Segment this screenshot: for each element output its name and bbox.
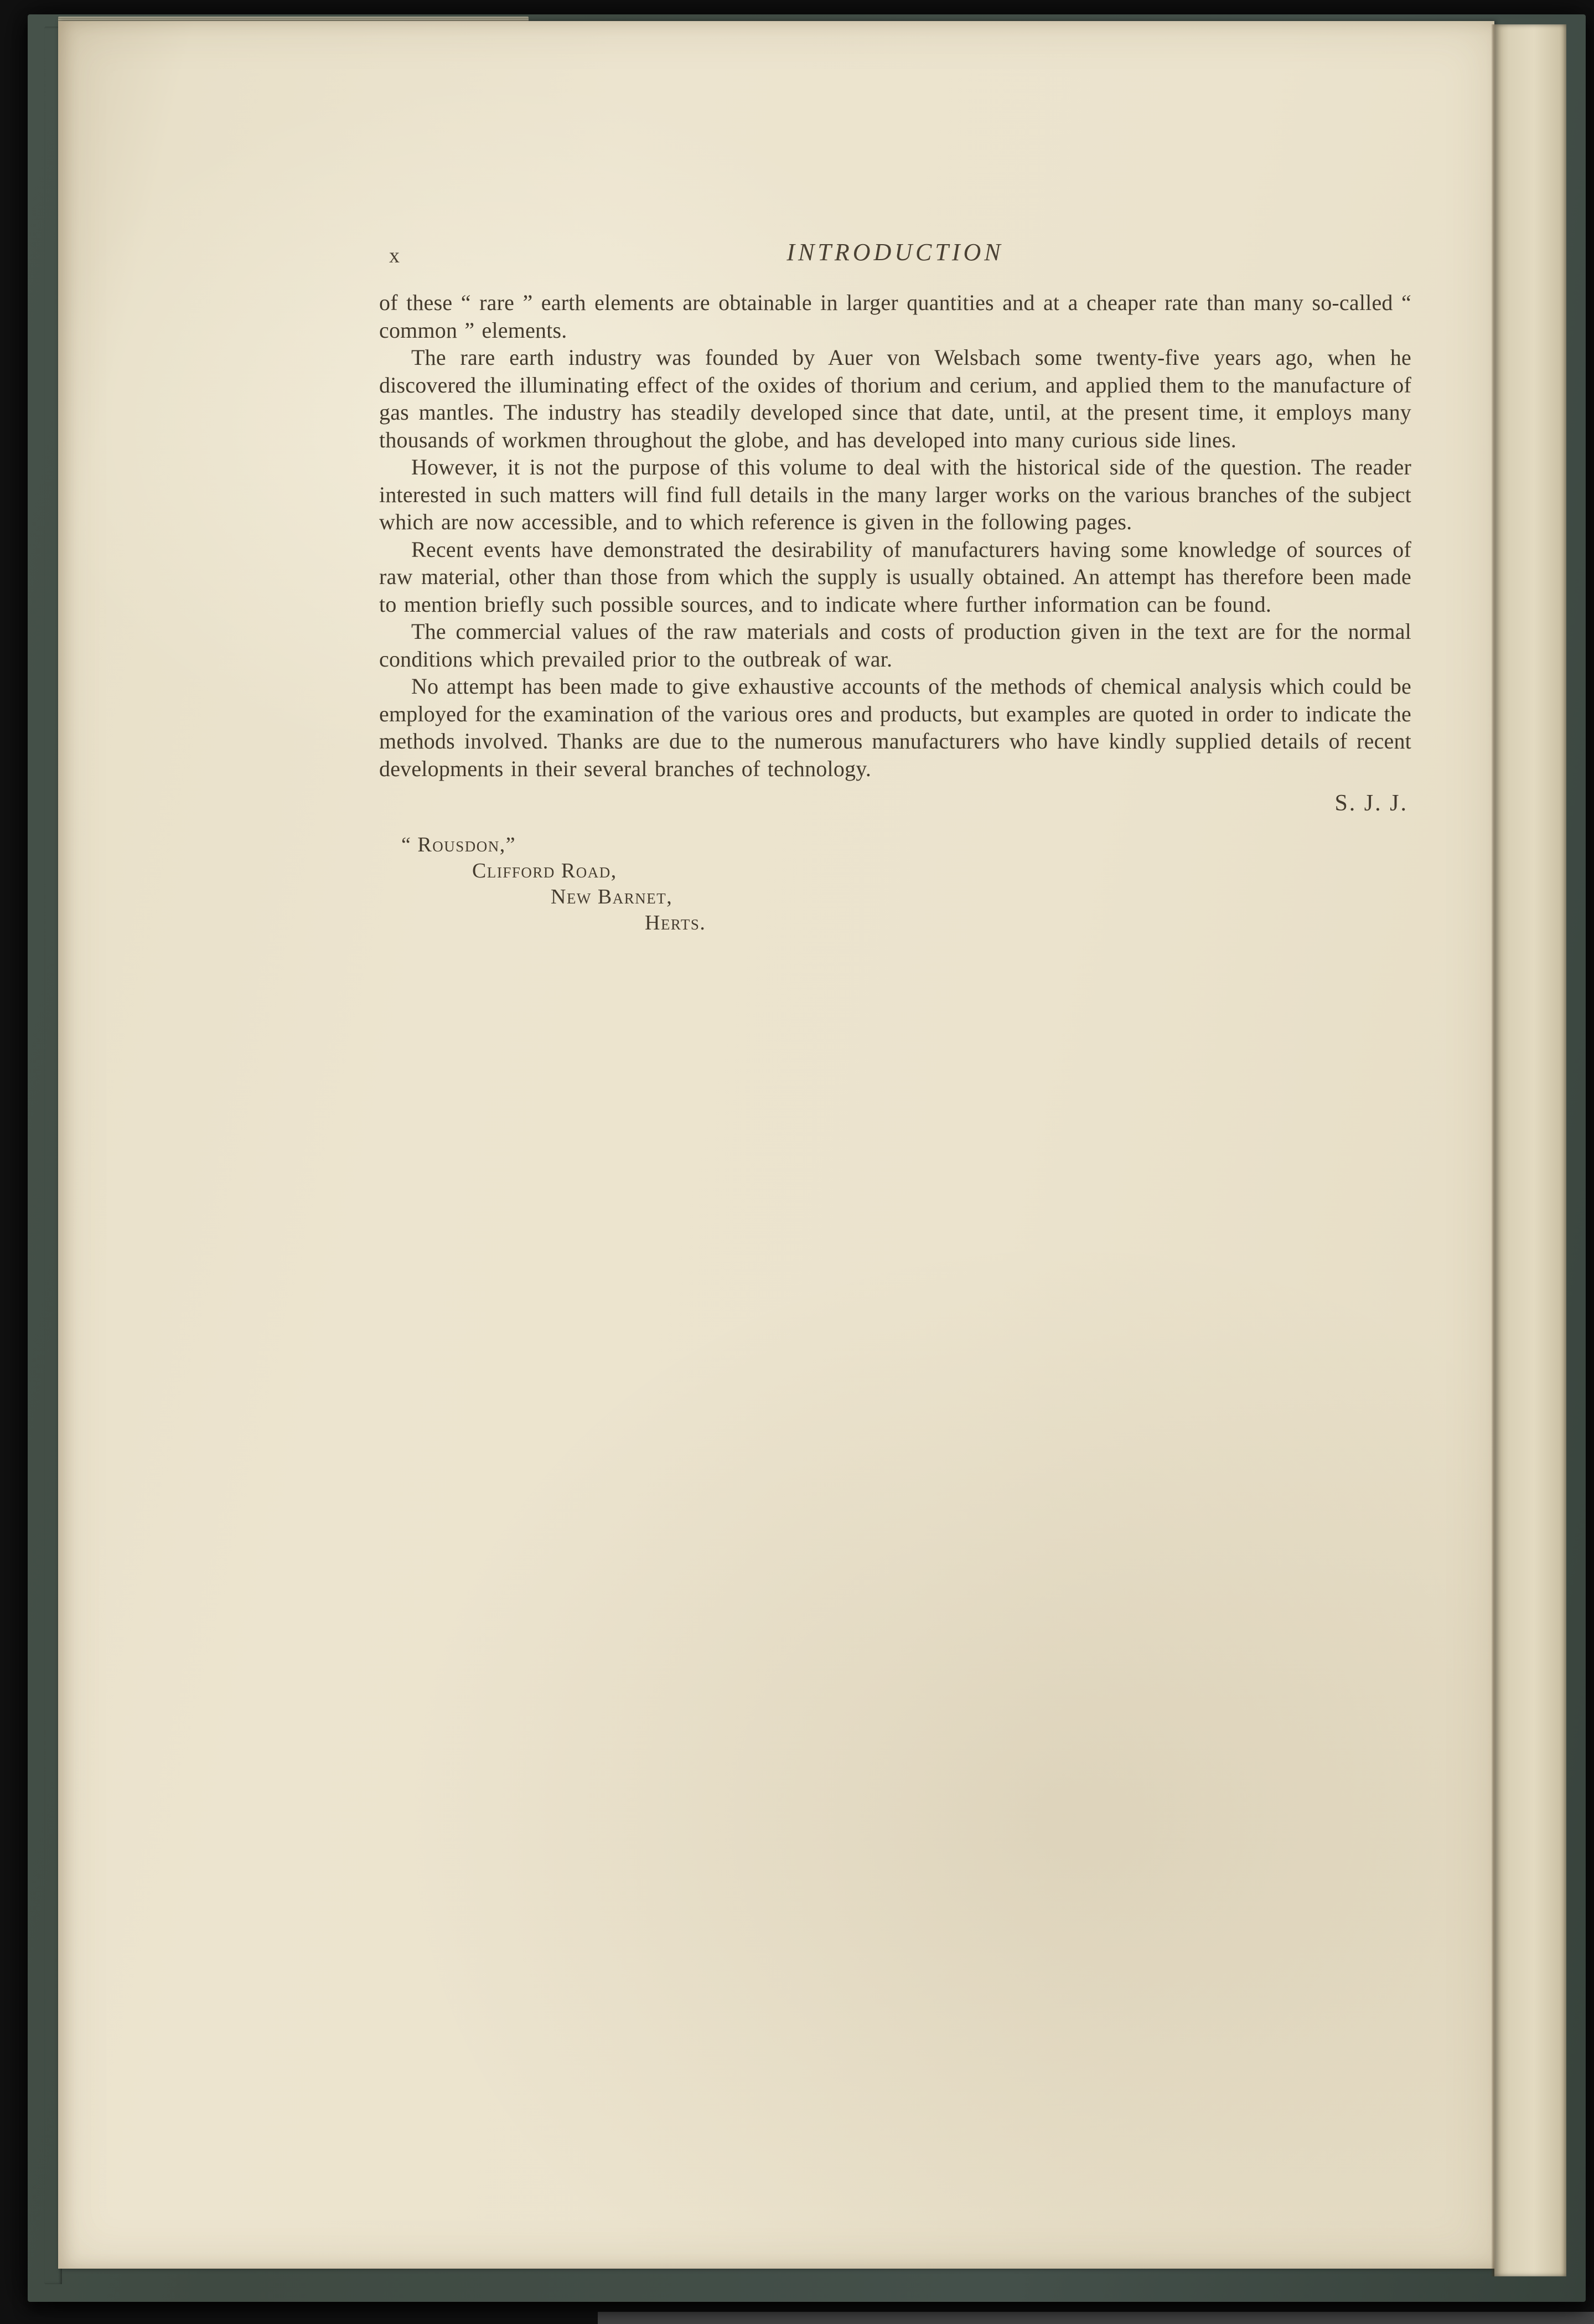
- paragraph: Recent events have demonstrated the desirability of manufacturers having some knowledge of sources of raw material, other than those from which the supply is usually obtained. An attempt has therefore been made to mention briefly such possible sources, and to indicate where further information can be found.: [379, 536, 1411, 617]
- body-text: [379, 289, 1411, 782]
- book-page: [58, 21, 1494, 2269]
- address-line: New Barnet,: [551, 885, 673, 908]
- author-address-block: [379, 832, 1411, 936]
- table-surface-edge: [598, 2312, 1594, 2324]
- paragraph: of these “ rare ” earth elements are obtainable in larger quantities and at a cheaper rate than many so-called “ common ” elements.: [379, 290, 1411, 343]
- printed-text-column: [379, 238, 1411, 936]
- paragraph: The commercial values of the raw materials and costs of production given in the text are for the normal conditions which prevailed prior to the outbreak of war.: [379, 619, 1411, 672]
- running-header: [379, 238, 1411, 273]
- address-line: Clifford Road,: [472, 859, 617, 882]
- paragraph: The rare earth industry was founded by Auer von Welsbach some twenty-five years ago, when he discovered the illuminating effect of the oxides of thorium and cerium, and applied them to the manufacture of gas mantles. The industry has steadily developed since that date, until, at the present time, it employs many thousands of workmen throughout the globe, and has developed into many curious side lines.: [379, 345, 1411, 452]
- address-line: “ Rousdon,”: [401, 833, 516, 856]
- paragraph: However, it is not the purpose of this volume to deal with the historical side of the question. The reader interested in such matters will find full details in the many larger works on the various branches of the subject which are now accessible, and to which reference is given in the following pages.: [379, 455, 1411, 534]
- page-number: x: [389, 244, 401, 267]
- address-line: Herts.: [645, 911, 706, 934]
- chapter-title: INTRODUCTION: [786, 239, 1004, 266]
- author-initials: S. J. J.: [1334, 791, 1408, 816]
- paragraph: No attempt has been made to give exhaustive accounts of the methods of chemical analysis which could be employed for the examination of the various ores and products, but examples are quoted in order to indicate the methods involved. Thanks are due to the numerous manufacturers who have kindly supplied details of recent developments in their several branches of technology.: [379, 674, 1411, 781]
- next-page-fore-edge: [1494, 24, 1566, 2276]
- book: [28, 14, 1586, 2302]
